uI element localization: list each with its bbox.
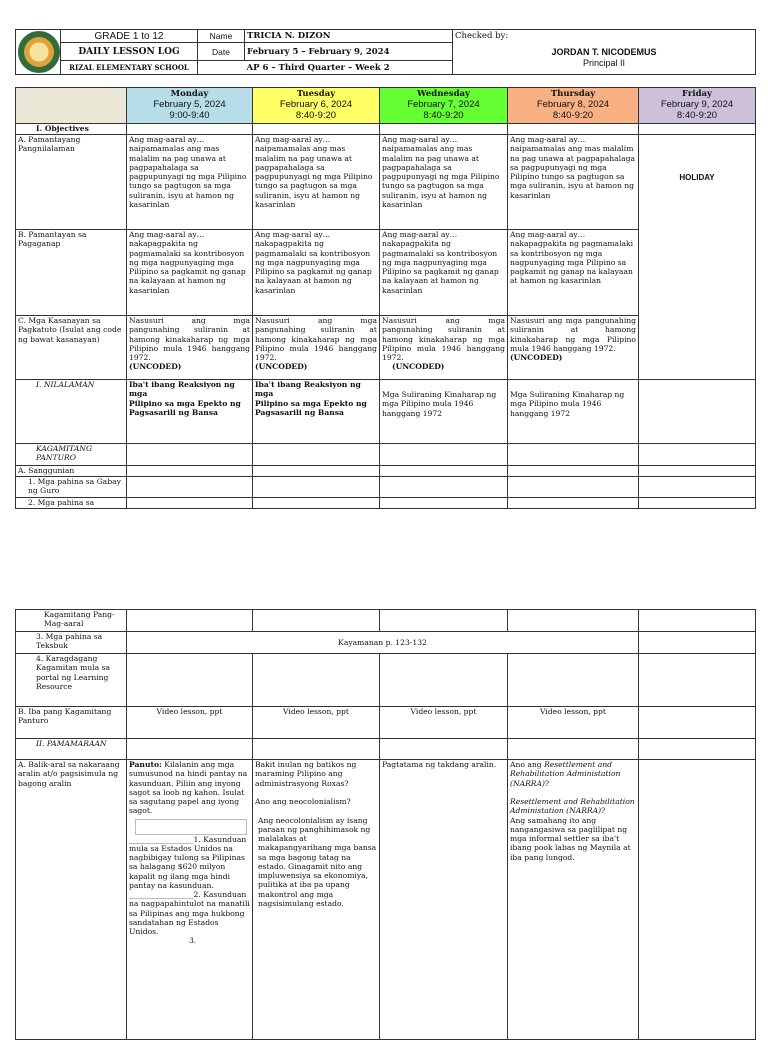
day-header-wednesday: Wednesday February 7, 2024 8:40-9:20 (380, 88, 508, 124)
a-tue: Ang mag-aaral ay… naipamamalas ang mas malalim na pag unawa at pagpapahalaga sa pagpupunyagi ng mga Pilipino tungo sa pagtugon sa mga suliranin, isyu at hamon ng kasarinlan (253, 135, 380, 230)
nil-mon: Iba't ibang Reaksiyon ng mga Pilipino sa mga Epekto ng Pagsasarili ng Bansa (127, 380, 253, 444)
subject-week: AP 6 – Third Quarter – Week 2 (245, 61, 453, 75)
checker-name: JORDAN T. NICODEMUS (551, 47, 657, 57)
kagamitang-label: KAGAMITANG PANTURO (16, 444, 127, 466)
lesson-table-bottom (15, 609, 756, 1040)
kasanayan-label: C. Mga Kasanayan sa Pagkatuto (Isulat ang code ng bawat kasanayan) (16, 316, 127, 380)
school-name: RIZAL ELEMENTARY SCHOOL (61, 61, 198, 75)
objectives-heading: I. Objectives (16, 124, 127, 135)
grade-label: GRADE 1 to 12 (61, 30, 198, 43)
c-tue: Nasusuri ang mga pangunahing suliranin at hamong kinakaharap ng mga Pilipino mula 1946 hanggang 1972. (UNCODED) (253, 316, 380, 380)
corner-cell (16, 88, 127, 124)
school-logo (18, 31, 60, 73)
balik-tue: Bakit inulan ng batikos ng maraming Pilipino ang administrasyong Roxas? Ano ang neocolonialism? Ang neocolonialism ay isang paraan ng panghihimasok ng malalakas at makapangyarihang mga bansa sa mga bagong tatag na estado. Ginagamit nito ang impluwensiya sa ekonomiya, pulitika at iba pa upang makontrol ang mga nagsisimulang estado. (253, 760, 380, 1040)
video-mon: Video lesson, ppt (127, 707, 253, 739)
date-value: February 5 – February 9, 2024 (245, 43, 453, 61)
b-wed: Ang mag-aaral ay… nakapagpakita ng pagmamalaki sa kontribosyon ng mga nagpunyaging mga Pilipino sa pagkamit ng ganap na kalayaan at hamon ng kasarinlan (380, 230, 508, 316)
day-header-tuesday: Tuesday February 6, 2024 8:40-9:20 (253, 88, 380, 124)
answer-choices-image (135, 819, 247, 835)
pamamaraan-label: II. PAMAMARAAN (16, 739, 127, 760)
video-wed: Video lesson, ppt (380, 707, 508, 739)
b-tue: Ang mag-aaral ay… nakapagpakita ng pagmamalaki sa kontribosyon ng mga nagpunyaging mga Pilipino sa pagkamit ng ganap na kalayaan at hamon ng kasarinlan (253, 230, 380, 316)
kagamitang-pma-label: Kagamitang Pang-Mag-aaral (16, 610, 127, 632)
iba-pang-label: B. Iba pang Kagamitang Panturo (16, 707, 127, 739)
nilalaman-label: I. NILALAMAN (16, 380, 127, 444)
c-mon: Nasusuri ang mga pangunahing suliranin at hamong kinakaharap ng mga Pilipino mula 1946 hanggang 1972. (UNCODED) (127, 316, 253, 380)
day-header-monday: Monday February 5, 2024 9:00-9:40 (127, 88, 253, 124)
b-thu: Ang mag-aaral ay… nakapagpakita ng pagmamalaki sa kontribosyon ng mga nagpunyaging mga Pilipino sa pagkamit ng ganap na kalayaan at hamon ng kasarinlan (508, 230, 639, 316)
a-mon: Ang mag-aaral ay… naipamamalas ang mas malalim na pag unawa at pagpapahalaga sa pagpupunyagi ng mga Pilipino tungo sa pagtugon sa mga suliranin, isyu at hamon ng kasarinlan (127, 135, 253, 230)
checked-by-label: Checked by: (453, 30, 756, 43)
day-header-friday: Friday February 9, 2024 8:40-9:20 (639, 88, 756, 124)
friday-holiday: HOLIDAY (639, 135, 756, 380)
kayamanan-ref: Kayamanan p. 123-132 (127, 632, 639, 654)
day-header-thursday: Thursday February 8, 2024 8:40-9:20 (508, 88, 639, 124)
pamantayang-label: A. Pamantayang Pangnilalaman (16, 135, 127, 230)
balik-thu: Ano ang Resettlement and Rehabilitation Administation (NARRA)? Resettlement and Rehabilitation Administation (NARRA)? Ang samahang ito ang nangangasiwa sa paglilipat ng mga informal settler sa iba't ibang pook labas ng Maynila at iba pang lungod. (508, 760, 639, 1040)
header-table (15, 29, 756, 75)
balik-aral-label: A. Balik-aral sa nakaraang aralin at/o pagsisimula ng bagong aralin (16, 760, 127, 1040)
teksbuk-label: 3. Mga pahina sa Teksbuk (16, 632, 127, 654)
log-title: DAILY LESSON LOG (61, 43, 198, 61)
balik-wed: Pagtatama ng takdang aralin. (380, 760, 508, 1040)
a-thu: Ang mag-aaral ay… naipamamalas ang mas malalim na pag unawa at pagpapahalaga sa pagpupunyagi ng mga Pilipino tungo sa pagtugon sa mga suliranin, isyu at hamon ng kasarinlan (508, 135, 639, 230)
c-wed: Nasusuri ang mga pangunahing suliranin at hamong kinakaharap ng mga Pilipino mula 1946 hanggang 1972. (UNCODED) (380, 316, 508, 380)
video-thu: Video lesson, ppt (508, 707, 639, 739)
a-wed: Ang mag-aaral ay… naipamamalas ang mas malalim na pag unawa at pagpapahalaga sa pagpupunyagi ng mga Pilipino tungo sa pagtugon sa mga suliranin, isyu at hamon ng kasarinlan (380, 135, 508, 230)
nil-thu: Mga Suliraning Kinaharap ng mga Pilipino mula 1946 hanggang 1972 (508, 380, 639, 444)
nil-tue: Iba't ibang Reaksiyon ng mga Pilipino sa mga Epekto ng Pagsasarili ng Bansa (253, 380, 380, 444)
sanggunian-label: A. Sanggunian (16, 466, 127, 477)
gabay-label: 1. Mga pahina sa Gabay ng Guro (16, 477, 127, 498)
karagdagang-label: 4. Karagdagang Kagamitan mula sa portal ng Learning Resource (16, 654, 127, 707)
name-label: Name (198, 30, 245, 43)
school-logo-cell (16, 30, 61, 75)
mga-pahina-label: 2. Mga pahina sa (16, 498, 127, 509)
nil-wed: Mga Suliraning Kinaharap ng mga Pilipino mula 1946 hanggang 1972 (380, 380, 508, 444)
pagaganap-label: B. Pamantayan sa Pagaganap (16, 230, 127, 316)
balik-mon: Panuto: Kilalanin ang mga sumusunod na hindi pantay na kasunduan. Piliin ang inyong sagot sa loob ng kahon. Isulat sa sagutang papel ang iyong sagot. _________________1. Kasunduan mula sa Estados Unidos na nagbibigay tulong sa Pilipinas sa halagang $620 milyon kapalit ng ilang mga hindi pantay na kasunduan. _________________2. Kasunduan na nagpapahintulot na manatili sa Pilipinas ang mga hukbong sandatahan ng Estados Unidos. 3. (127, 760, 253, 1040)
c-thu: Nasusuri ang mga pangunahing suliranin at hamong kinakaharap ng mga Pilipino mula 1946 hanggang 1972. (UNCODED) (508, 316, 639, 380)
checker-title: Principal II (582, 58, 626, 69)
video-tue: Video lesson, ppt (253, 707, 380, 739)
teacher-name: TRICIA N. DIZON (245, 30, 453, 43)
b-mon: Ang mag-aaral ay… nakapagpakita ng pagmamalaki sa kontribosyon ng mga nagpunyaging mga Pilipino sa pagkamit ng ganap na kalayaan at hamon ng kasarinlan (127, 230, 253, 316)
date-label: Date (198, 43, 245, 61)
lesson-table-top (15, 87, 756, 509)
checker-cell (453, 43, 756, 75)
